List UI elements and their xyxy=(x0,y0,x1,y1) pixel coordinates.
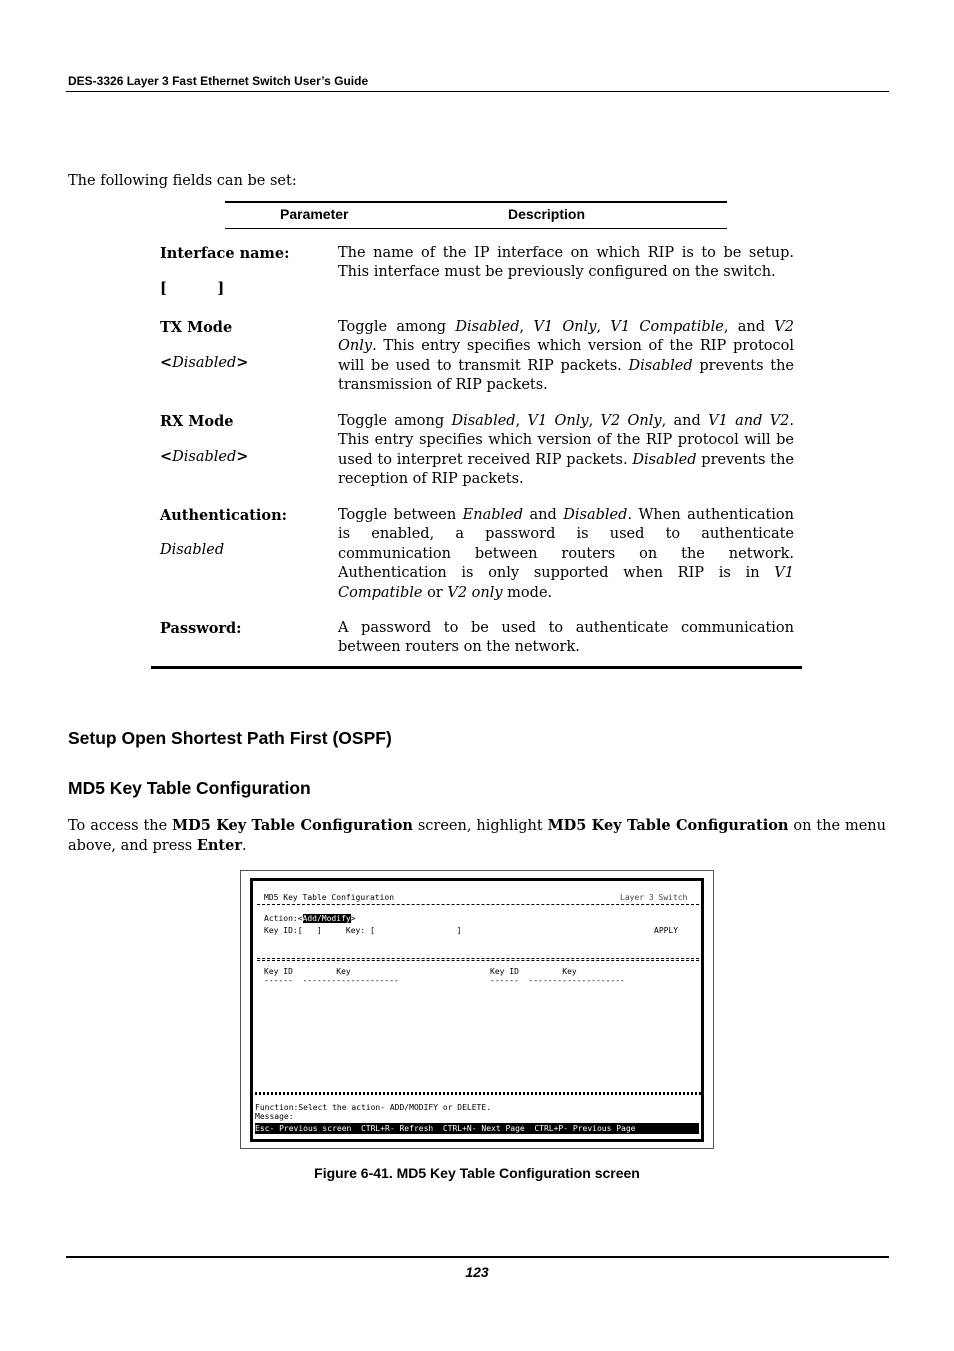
param-name: Authentication: xyxy=(160,507,288,524)
param-description: Toggle among Disabled, V1 Only, V2 Only, and V1 and V2. This entry specifies which version of the RIP protocol will be used to interpret received RIP packets. Disabled prevents the reception of RIP packets. xyxy=(338,413,795,488)
terminal-screen xyxy=(250,878,704,1142)
divider xyxy=(257,960,699,961)
param-default: <Disabled> xyxy=(160,354,249,372)
header-rule xyxy=(66,91,889,92)
message-line: Message: xyxy=(255,1112,294,1121)
column-header-left: Key ID Key xyxy=(264,967,351,976)
param-name: RX Mode xyxy=(160,413,234,430)
param-description: The name of the IP interface on which RIP is to be setup. This interface must be previously configured on the switch. xyxy=(338,245,794,281)
table-header-rule xyxy=(225,228,727,229)
body-paragraph: To access the MD5 Key Table Configuration screen, highlight MD5 Key Table Configuration on the menu above, and press Enter. xyxy=(68,817,886,855)
header-title: DES-3326 Layer 3 Fast Ethernet Switch User’s Guide xyxy=(68,74,369,88)
param-default: <Disabled> xyxy=(160,448,249,466)
table-top-rule xyxy=(225,201,727,203)
param-description: Toggle between Enabled and Disabled. When authentication is enabled, a password is used to authenticate communication between routers on the network. Authentication is only supported when RIP is in V1 Compatible or V2 only mode. xyxy=(338,507,794,601)
terminal-title: MD5 Key Table Configuration xyxy=(264,893,395,902)
divider xyxy=(257,958,699,959)
param-name: TX Mode xyxy=(160,319,233,336)
param-description: Toggle among Disabled, V1 Only, V1 Compatible, and V2 Only. This entry specifies which version of the RIP protocol will be used to transmit RIP packets. Disabled prevents the transmission of RIP packets. xyxy=(338,319,794,394)
col-header-description: Description xyxy=(508,206,586,222)
param-default: Disabled xyxy=(160,542,225,559)
col-header-parameter: Parameter xyxy=(280,206,349,222)
section-heading-md5: MD5 Key Table Configuration xyxy=(68,778,311,798)
table-bottom-rule xyxy=(151,666,802,669)
function-line: Function:Select the action- ADD/MODIFY or DELETE. xyxy=(255,1103,492,1112)
key-help-bar: Esc- Previous screen CTRL+R- Refresh CTRL+N- Next Page CTRL+P- Previous Page xyxy=(255,1123,699,1134)
action-field[interactable]: Action:<Add/Modify> xyxy=(264,914,356,923)
param-description: A password to be used to authenticate communication between routers on the network. xyxy=(338,620,794,656)
action-value[interactable]: Add/Modify xyxy=(302,914,351,923)
param-name: Password: xyxy=(160,620,242,637)
intro-text: The following fields can be set: xyxy=(68,173,297,189)
column-underline-right: ------ -------------------- xyxy=(490,976,625,985)
column-underline-left: ------ -------------------- xyxy=(264,976,399,985)
page-number: 123 xyxy=(465,1264,489,1280)
divider xyxy=(257,904,699,905)
figure-caption: Figure 6-41. MD5 Key Table Configuration screen xyxy=(314,1165,640,1181)
key-id-field[interactable]: Key ID:[ ] Key: [ ] xyxy=(264,926,462,935)
star-divider xyxy=(255,1092,701,1095)
param-default: [ ] xyxy=(160,280,225,298)
apply-button[interactable]: APPLY xyxy=(654,926,679,935)
param-name: Interface name: xyxy=(160,245,290,262)
section-heading-ospf: Setup Open Shortest Path First (OSPF) xyxy=(68,728,392,748)
footer-rule xyxy=(66,1256,889,1258)
column-header-right: Key ID Key xyxy=(490,967,577,976)
terminal-brand: Layer 3 Switch xyxy=(620,893,688,902)
